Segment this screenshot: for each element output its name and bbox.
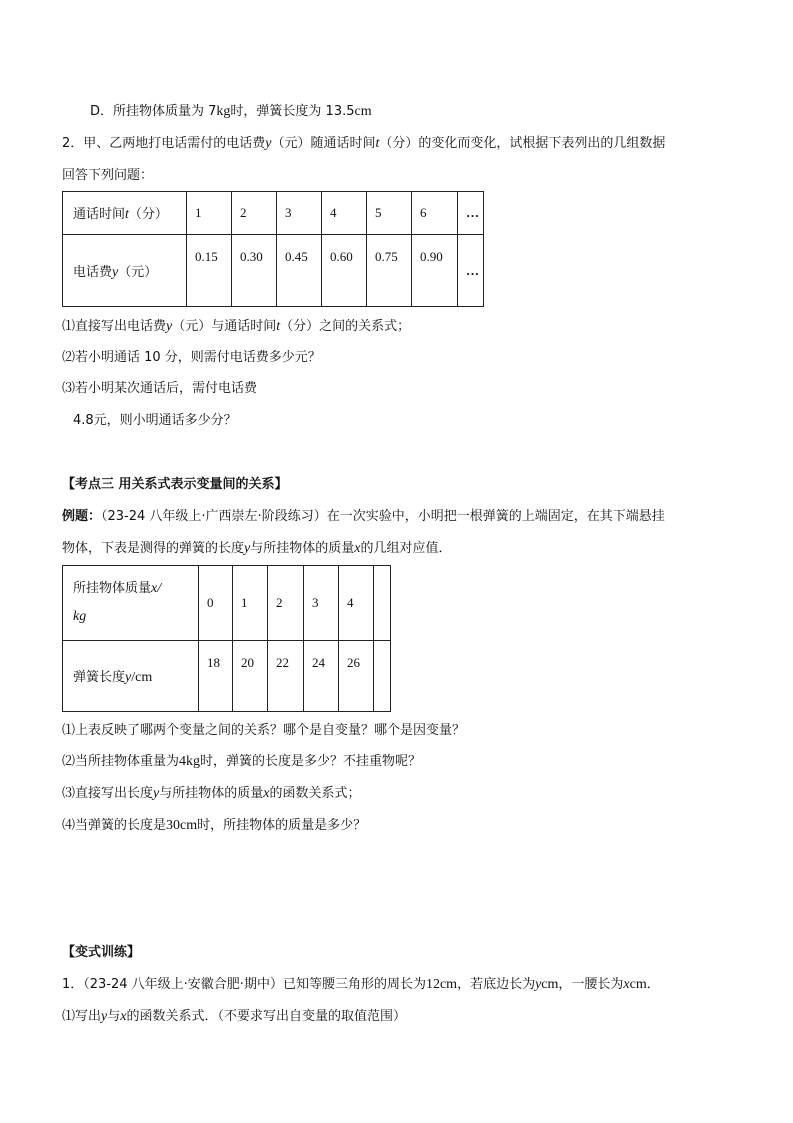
spring-table — [62, 565, 391, 712]
table-cell: 0.45 — [277, 235, 322, 307]
table-cell: 0.30 — [232, 235, 277, 307]
table-cell: 0 — [199, 566, 233, 641]
table-cell: 20 — [233, 641, 268, 712]
variant-question-1: 1．（23-24 八年级上·安徽合肥·期中）已知等腰三角形的周长为12cm，若底边长为ycm，一腰长为xcm． — [62, 977, 660, 992]
table-cell: 24 — [304, 641, 339, 712]
example-line1: 例题：（23-24 八年级上·广西崇左·阶段练习）在一次实验中，小明把一根弹簧的上端固定，在其下端悬挂 — [62, 509, 665, 524]
table-header-cell: 所挂物体质量x/ kg — [63, 566, 199, 641]
table-row — [63, 566, 391, 641]
question-2-sub1: ⑴直接写出电话费y（元）与通话时间t（分）之间的关系式； — [62, 319, 411, 334]
table-cell: 2 — [232, 192, 277, 235]
table-cell: 3 — [304, 566, 339, 641]
table-cell — [374, 641, 391, 712]
table-cell: 2 — [268, 566, 304, 641]
table-cell: 3 — [277, 192, 322, 235]
table-cell: 0.15 — [187, 235, 232, 307]
table-cell — [374, 566, 391, 641]
table-cell: 26 — [339, 641, 374, 712]
table-cell: 4 — [322, 192, 367, 235]
table-cell: 18 — [199, 641, 233, 712]
table-row — [63, 192, 484, 235]
table-cell: 0.75 — [367, 235, 412, 307]
table-cell: … — [458, 192, 484, 235]
table-header-cell: 通话时间t（分） — [63, 192, 187, 235]
question-2-line2: 回答下列问题： — [62, 168, 154, 183]
table-cell: 0.90 — [412, 235, 458, 307]
section-heading: 【考点三 用关系式表示变量间的关系】 — [62, 477, 288, 492]
table-header-cell: 电话费y（元） — [63, 235, 187, 307]
table-cell: 4 — [339, 566, 374, 641]
example-sub2: ⑵当所挂物体重量为4kg时，弹簧的长度是多少？不挂重物呢？ — [62, 754, 422, 769]
table-header-cell: 弹簧长度y/cm — [63, 641, 199, 712]
table-cell: 22 — [268, 641, 304, 712]
question-2-line1: 2．甲、乙两地打电话需付的电话费y（元）随通话时间t（分）的变化而变化，试根据下表列出的几组数据 — [62, 136, 666, 151]
table-row — [63, 235, 484, 307]
example-sub3: ⑶直接写出长度y与所挂物体的质量x的函数关系式； — [62, 786, 361, 801]
phone-fee-table — [62, 191, 484, 307]
question-2-sub3-cont: 4.8元，则小明通话多少分？ — [73, 413, 237, 428]
table-cell: 1 — [233, 566, 268, 641]
example-sub1: ⑴上表反映了哪两个变量之间的关系？哪个是自变量？哪个是因变量？ — [62, 723, 466, 738]
variant-heading: 【变式训练】 — [62, 945, 141, 960]
example-sub4: ⑷当弹簧的长度是30cm时，所挂物体的质量是多少？ — [62, 818, 367, 833]
table-cell: … — [458, 235, 484, 307]
variant-sub1: ⑴写出y与x的函数关系式．（不要求写出自变量的取值范围） — [62, 1009, 406, 1024]
table-cell: 1 — [187, 192, 232, 235]
table-cell: 6 — [412, 192, 458, 235]
example-line2: 物体，下表是测得的弹簧的长度y与所挂物体的质量x的几组对应值． — [62, 541, 452, 556]
table-cell: 0.60 — [322, 235, 367, 307]
question-2-sub3: ⑶若小明某次通话后，需付电话费 — [62, 381, 258, 396]
table-row — [63, 641, 391, 712]
table-cell: 5 — [367, 192, 412, 235]
question-2-sub2: ⑵若小明通话 10 分，则需付电话费多少元？ — [62, 350, 321, 365]
option-d: D．所挂物体质量为 7kg时，弹簧长度为 13.5cm — [90, 104, 372, 119]
